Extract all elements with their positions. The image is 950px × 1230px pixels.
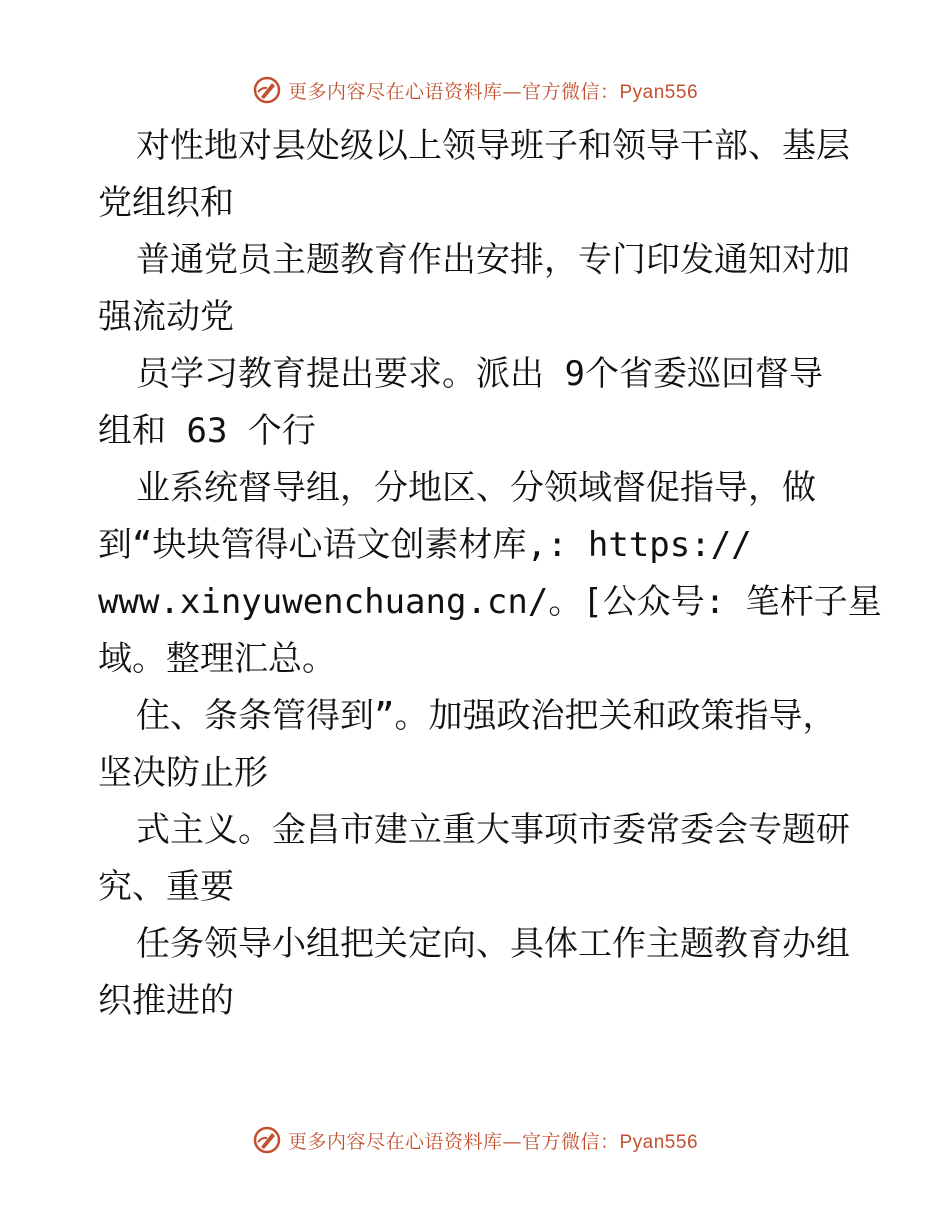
header-banner-content <box>252 75 698 105</box>
header-banner-text <box>288 77 698 104</box>
header-banner <box>0 70 950 110</box>
text-line: 式主义。金昌市建立重大事项市委常委会专题研 <box>136 810 850 850</box>
footer-banner-text <box>288 1127 698 1154</box>
text-line: 到“块块管得心语文创素材库,: https:// <box>98 525 752 565</box>
text-line: 对性地对县处级以上领导班子和领导干部、基层 <box>136 126 850 166</box>
pen-logo-icon <box>252 1125 282 1155</box>
footer-site-slogan: 更多内容尽在心语资料库 <box>287 1130 503 1153</box>
text-line: www.xinyuwenchuang.cn/。[公众号: 笔杆子星 <box>98 582 882 622</box>
header-site-slogan: 更多内容尽在心语资料库 <box>287 80 503 103</box>
header-separator: — <box>502 80 522 103</box>
footer-banner <box>0 1120 950 1160</box>
text-line: 强流动党 <box>98 297 234 337</box>
text-line: 究、重要 <box>98 867 234 907</box>
pen-logo-icon <box>252 75 282 105</box>
text-line: 业系统督导组，分地区、分领域督促指导，做 <box>136 468 816 508</box>
footer-banner-content <box>252 1125 698 1155</box>
text-line: 组和 63 个行 <box>98 411 316 451</box>
text-line: 住、条条管得到”。加强政治把关和政策指导， <box>136 696 837 736</box>
text-line: 织推进的 <box>98 981 234 1021</box>
text-line: 坚决防止形 <box>98 753 268 793</box>
text-line: 员学习教育提出要求。派出 9个省委巡回督导 <box>136 354 823 394</box>
footer-separator: — <box>502 1130 522 1153</box>
text-line: 域。整理汇总。 <box>98 639 336 679</box>
header-contact-handle: Pyan556 <box>619 81 699 103</box>
document-body <box>98 118 882 1030</box>
text-line: 普通党员主题教育作出安排，专门印发通知对加 <box>136 240 850 280</box>
footer-contact-handle: Pyan556 <box>619 1131 699 1153</box>
footer-contact-label: 官方微信： <box>521 1130 620 1153</box>
header-contact-label: 官方微信： <box>521 80 620 103</box>
text-line: 任务领导小组把关定向、具体工作主题教育办组 <box>136 924 850 964</box>
text-line: 党组织和 <box>98 183 234 223</box>
